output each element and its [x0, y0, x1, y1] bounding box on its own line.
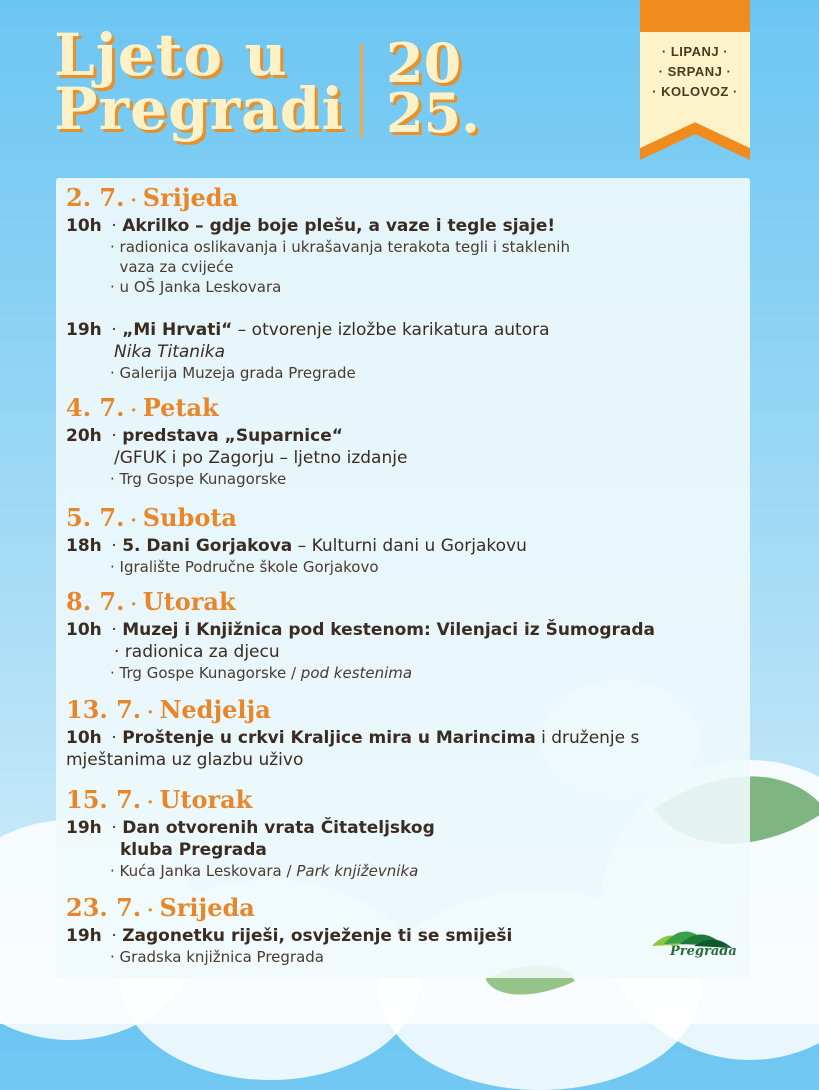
day-heading: 2. 7. · Srijeda — [66, 183, 239, 212]
day-weekday: Nedjelja — [159, 695, 271, 724]
event-title: Dan otvorenih vrata Čitateljskog — [122, 818, 435, 838]
months-banner — [640, 0, 750, 160]
event-title: „Mi Hrvati“ — [122, 320, 233, 340]
event-extra: Nika Titanika — [114, 342, 226, 362]
banner-months — [640, 42, 750, 102]
day-heading: 4. 7. · Petak — [66, 393, 219, 422]
year-line-2: 25. — [386, 81, 480, 145]
year-line-1: 20 — [386, 31, 462, 95]
title-line-1: Ljeto u — [54, 21, 288, 89]
event: 19h · Zagonetku riješi, osvježenje ti se smiješi — [66, 926, 513, 946]
day-block — [66, 184, 746, 383]
day-heading: 15. 7. · Utorak — [66, 785, 253, 814]
event-title: Akrilko – gdje boje plešu, a vaze i tegle sjaje! — [122, 216, 556, 236]
event-time: 19h — [66, 818, 102, 838]
day-weekday: Srijeda — [142, 183, 239, 212]
day-date: 15. 7. — [66, 785, 142, 814]
title-line-2: Pregradi — [54, 75, 345, 143]
event-time: 19h — [66, 320, 102, 340]
event-detail: vaza za cvijeće — [119, 258, 234, 276]
event: 18h · 5. Dani Gorjakova – Kulturni dani u Gorjakovu — [66, 536, 527, 556]
event-time: 10h — [66, 216, 102, 236]
event: 19h · „Mi Hrvati“ – otvorenje izložbe karikatura autora — [66, 320, 550, 340]
logo-text: Pregrada — [670, 944, 737, 959]
day-weekday: Subota — [142, 503, 237, 532]
event-title-rest: i druženje s — [535, 728, 640, 748]
event-extra: · radionica za djecu — [114, 642, 280, 662]
event: 10h · Proštenje u crkvi Kraljice mira u Marincima i druženje s — [66, 728, 640, 748]
event: 10h · Muzej i Knjižnica pod kestenom: Vilenjaci iz Šumograda — [66, 620, 655, 640]
event-detail: · Gradska knjižnica Pregrada — [110, 948, 324, 966]
event-time: 10h — [66, 620, 102, 640]
day-block — [66, 696, 746, 771]
event-detail: · radionica oslikavanja i ukrašavanja terakota tegli i staklenih — [110, 238, 570, 256]
day-block — [66, 894, 746, 967]
day-weekday: Utorak — [159, 785, 253, 814]
event-time: 18h — [66, 536, 102, 556]
event-title: Zagonetku riješi, osvježenje ti se smiješi — [122, 926, 513, 946]
event-title: Muzej i Knjižnica pod kestenom: Vilenjaci iz Šumograda — [122, 620, 655, 640]
bird-icon: ⌒ — [250, 988, 284, 1028]
month-lipanj: · LIPANJ · — [661, 44, 729, 59]
day-heading: 13. 7. · Nedjelja — [66, 695, 271, 724]
day-block — [66, 394, 746, 489]
year-label — [386, 31, 480, 145]
day-date: 4. 7. — [66, 393, 125, 422]
event-time: 19h — [66, 926, 102, 946]
day-date: 23. 7. — [66, 893, 142, 922]
event-title: 5. Dani Gorjakova — [122, 536, 293, 556]
event-detail: · Trg Gospe Kunagorske / pod kestenima — [110, 664, 413, 682]
day-date: 13. 7. — [66, 695, 142, 724]
day-date: 5. 7. — [66, 503, 125, 532]
day-block — [66, 504, 746, 577]
event-time: 20h — [66, 426, 102, 446]
banner-top — [640, 0, 750, 32]
event-time: 10h — [66, 728, 102, 748]
day-date: 2. 7. — [66, 183, 125, 212]
event-extra: kluba Pregrada — [120, 840, 267, 860]
event-title: predstava „Suparnice“ — [122, 426, 343, 446]
day-date: 8. 7. — [66, 587, 125, 616]
event-detail: · u OŠ Janka Leskovara — [110, 278, 282, 296]
event-detail: · Trg Gospe Kunagorske — [110, 470, 287, 488]
day-weekday: Utorak — [142, 587, 236, 616]
day-weekday: Srijeda — [159, 893, 255, 922]
event-detail: · Igralište Područne škole Gorjakovo — [110, 558, 379, 576]
month-kolovoz: · KOLOVOZ · — [652, 84, 738, 99]
event: 10h · Akrilko – gdje boje plešu, a vaze i tegle sjaje! — [66, 216, 556, 236]
month-srpanj: · SRPANJ · — [658, 64, 732, 79]
day-heading: 23. 7. · Srijeda — [66, 893, 255, 922]
event-detail: · Galerija Muzeja grada Pregrade — [110, 364, 356, 382]
event-title-rest: – otvorenje izložbe karikatura autora — [232, 320, 550, 340]
page-title — [54, 21, 345, 143]
event-extra: /GFUK i po Zagorju – ljetno izdanje — [114, 448, 408, 468]
event-detail: · Kuća Janka Leskovara / Park književnika — [110, 862, 419, 880]
day-heading: 5. 7. · Subota — [66, 503, 237, 532]
day-weekday: Petak — [142, 393, 219, 422]
event-title: Proštenje u crkvi Kraljice mira u Marincima — [122, 728, 536, 748]
day-heading: 8. 7. · Utorak — [66, 587, 236, 616]
day-block — [66, 786, 746, 881]
event: 20h · predstava „Suparnice“ — [66, 426, 343, 446]
event-title-rest: – Kulturni dani u Gorjakovu — [292, 536, 527, 556]
event: 19h · Dan otvorenih vrata Čitateljskog — [66, 818, 435, 838]
event-extra: mještanima uz glazbu uživo — [66, 750, 304, 770]
day-block — [66, 588, 746, 683]
title-separator — [360, 44, 363, 138]
